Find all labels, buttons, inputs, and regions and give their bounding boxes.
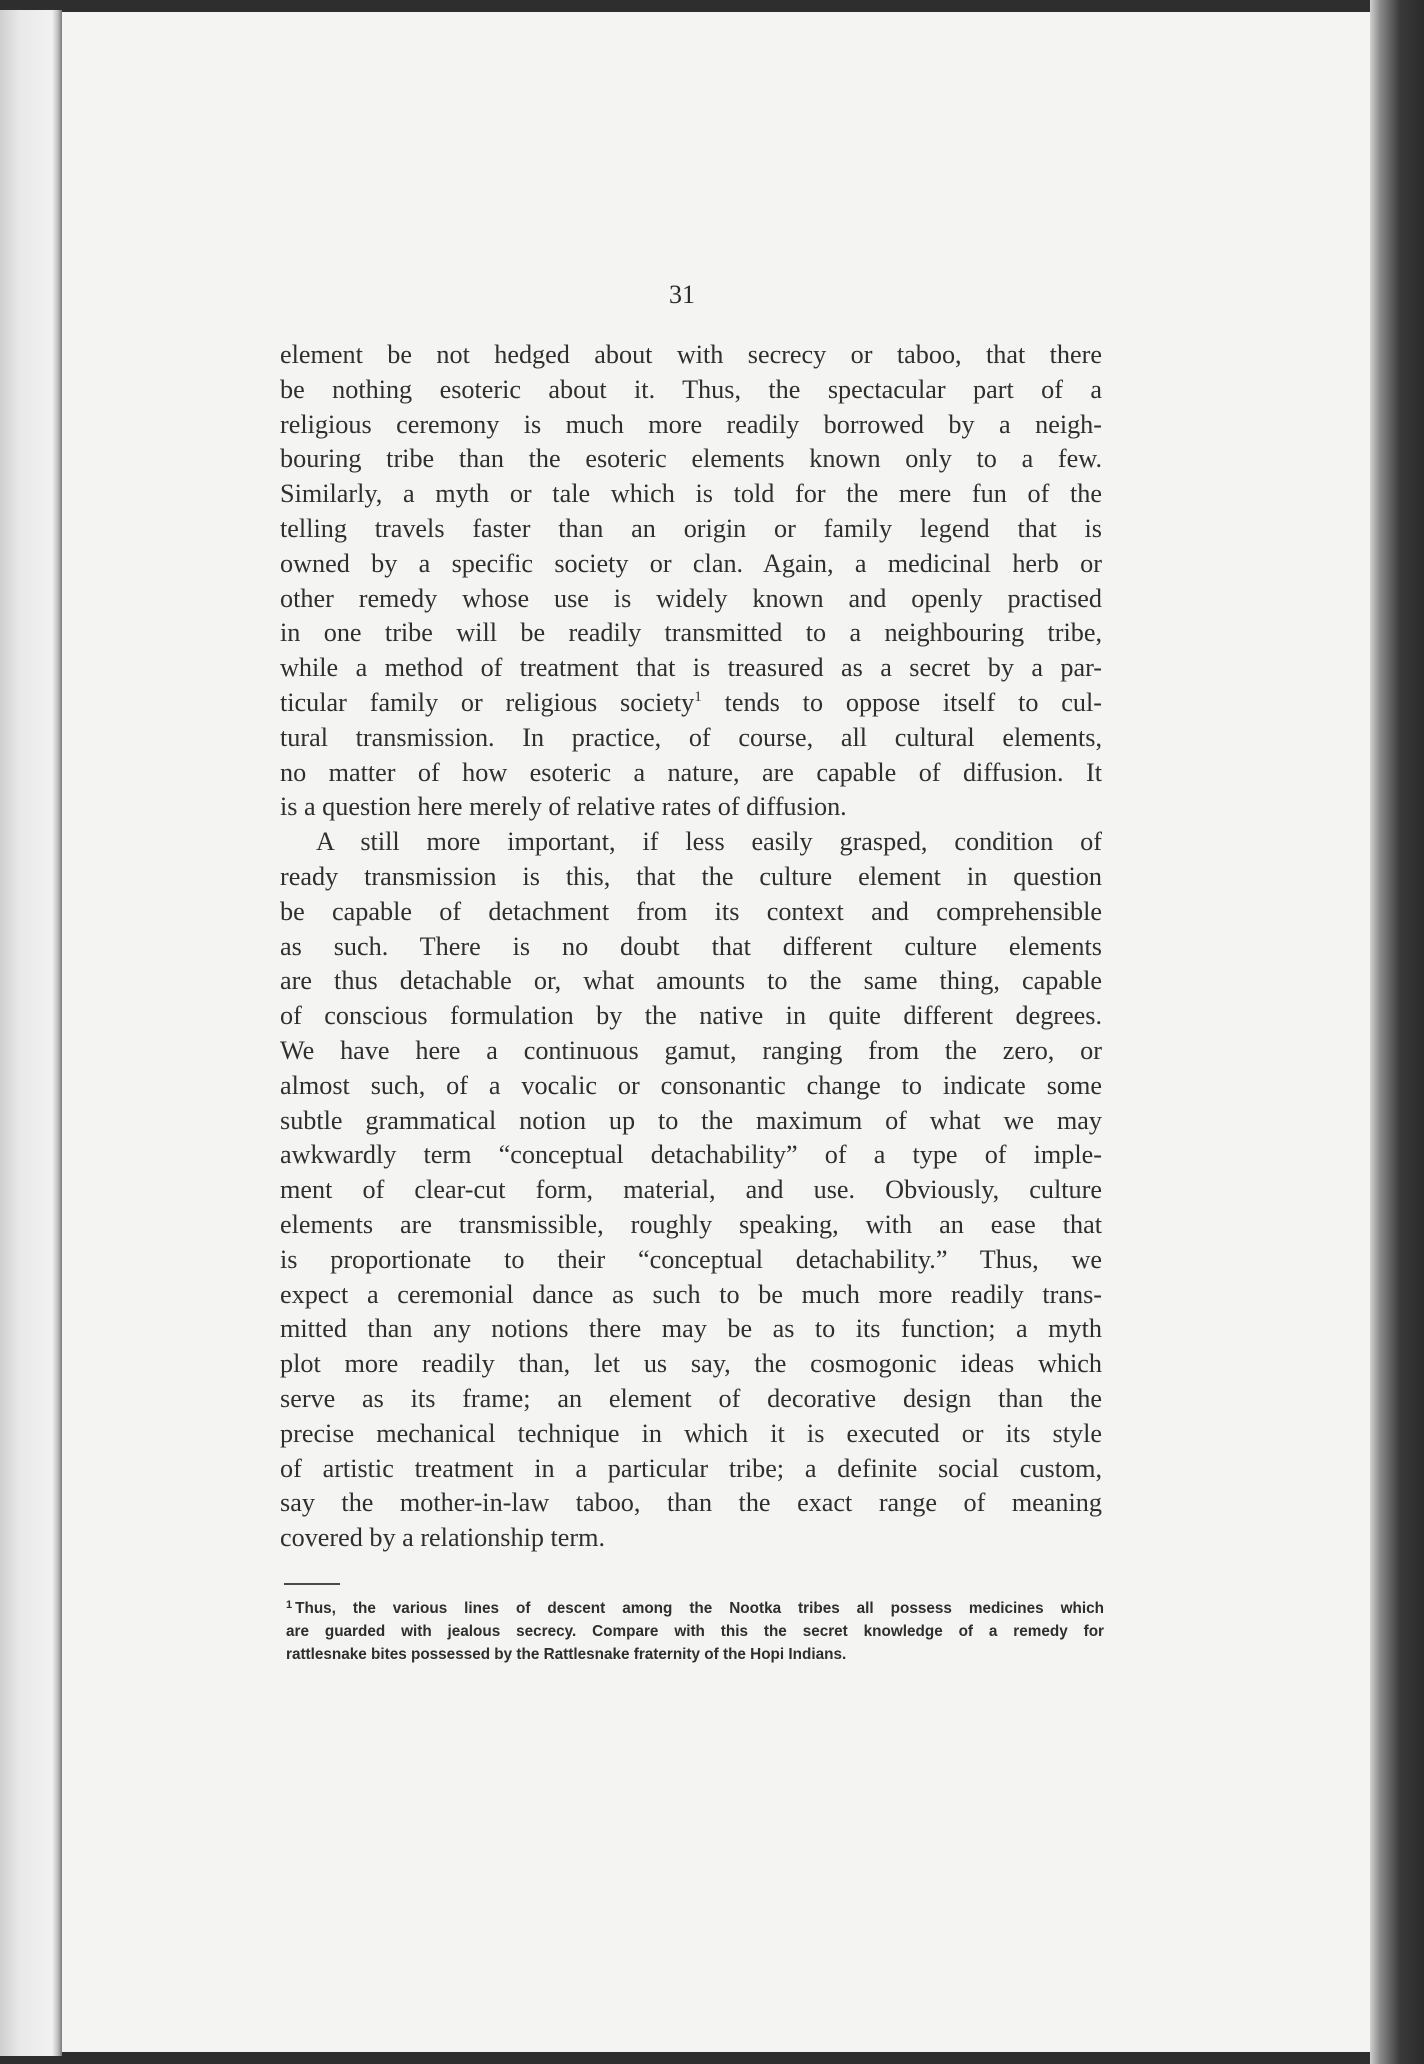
text-line: precise mechanical technique in which it is executed or its style bbox=[280, 1418, 1102, 1448]
paragraph-2 bbox=[280, 825, 1102, 1556]
text-line: ready transmission is this, that the culture element in question bbox=[280, 861, 1102, 891]
text-line: other remedy whose use is widely known and openly practised bbox=[280, 583, 1102, 613]
text-line: awkwardly term “conceptual detachability” of a type of imple- bbox=[280, 1140, 1102, 1170]
body-text bbox=[280, 338, 1102, 1556]
text-line: be nothing esoteric about it. Thus, the spectacular part of a bbox=[280, 374, 1102, 404]
text-line: be capable of detachment from its context and comprehensible bbox=[280, 896, 1102, 926]
text-line: say the mother-in-law taboo, than the exact range of meaning bbox=[280, 1488, 1102, 1518]
page-number: 31 bbox=[669, 280, 695, 309]
text-line: in one tribe will be readily transmitted to a neighbouring tribe, bbox=[280, 618, 1102, 648]
text-line: plot more readily than, let us say, the cosmogonic ideas which bbox=[280, 1349, 1102, 1379]
text-line: no matter of how esoteric a nature, are capable of diffusion. It bbox=[280, 757, 1102, 787]
footnote bbox=[286, 1594, 1104, 1666]
text-line: of artistic treatment in a particular tribe; a definite social custom, bbox=[280, 1453, 1102, 1483]
page-edge-shadow bbox=[1370, 0, 1424, 2064]
text-line: is proportionate to their “conceptual detachability.” Thus, we bbox=[280, 1244, 1102, 1274]
text-line: religious ceremony is much more readily borrowed by a neigh- bbox=[280, 409, 1102, 439]
text-line: ment of clear-cut form, material, and use. Obviously, culture bbox=[280, 1175, 1102, 1205]
footnote-line: are guarded with jealous secrecy. Compare with this the secret knowledge of a remedy for bbox=[286, 1623, 1104, 1640]
text-line: covered by a relationship term. bbox=[280, 1523, 606, 1553]
text-line: mitted than any notions there may be as to its function; a myth bbox=[280, 1314, 1102, 1344]
text-line: almost such, of a vocalic or consonantic change to indicate some bbox=[280, 1070, 1102, 1100]
footnote-line bbox=[286, 1594, 1104, 1620]
text-line: is a question here merely of relative rates of diffusion. bbox=[280, 792, 847, 822]
text-line: expect a ceremonial dance as such to be much more readily trans- bbox=[280, 1279, 1102, 1309]
text-line: Similarly, a myth or tale which is told for the mere fun of the bbox=[280, 479, 1102, 509]
footnote-divider bbox=[284, 1583, 340, 1585]
text-line: subtle grammatical notion up to the maximum of what we may bbox=[280, 1105, 1102, 1135]
book-binding-edge bbox=[0, 10, 62, 2056]
text-line: owned by a specific society or clan. Again, a medicinal herb or bbox=[280, 548, 1102, 578]
text-line: bouring tribe than the esoteric elements known only to a few. bbox=[280, 444, 1102, 474]
footnote-mark: 1 bbox=[286, 1599, 293, 1611]
text-line: as such. There is no doubt that different culture elements bbox=[280, 931, 1102, 961]
text-line: are thus detachable or, what amounts to the same thing, capable bbox=[280, 966, 1102, 996]
text-line-with-footnote-ref bbox=[280, 686, 1102, 721]
paragraph-1 bbox=[280, 338, 1102, 825]
text-fragment: ticular family or religious society bbox=[280, 687, 695, 717]
text-line: element be not hedged about with secrecy or taboo, that there bbox=[280, 340, 1102, 369]
text-line: We have here a continuous gamut, ranging from the zero, or bbox=[280, 1035, 1102, 1065]
text-line: A still more important, if less easily grasped, condition of bbox=[316, 827, 1102, 857]
text-line: elements are transmissible, roughly speaking, with an ease that bbox=[280, 1209, 1102, 1239]
text-line: tural transmission. In practice, of course, all cultural elements, bbox=[280, 722, 1102, 752]
footnote-line: rattlesnake bites possessed by the Rattlesnake fraternity of the Hopi Indians. bbox=[286, 1646, 847, 1663]
text-line: serve as its frame; an element of decorative design than the bbox=[280, 1383, 1102, 1413]
text-fragment: tends to oppose itself to cul- bbox=[724, 687, 1103, 717]
footnote-text: Thus, the various lines of descent among the Nootka tribes all possess medicines which bbox=[295, 1600, 1104, 1617]
text-line: telling travels faster than an origin or family legend that is bbox=[280, 513, 1102, 543]
text-line: of conscious formulation by the native in quite different degrees. bbox=[280, 1001, 1102, 1031]
footnote-reference[interactable]: 1 bbox=[694, 688, 702, 705]
text-line: while a method of treatment that is treasured as a secret by a par- bbox=[280, 653, 1102, 683]
